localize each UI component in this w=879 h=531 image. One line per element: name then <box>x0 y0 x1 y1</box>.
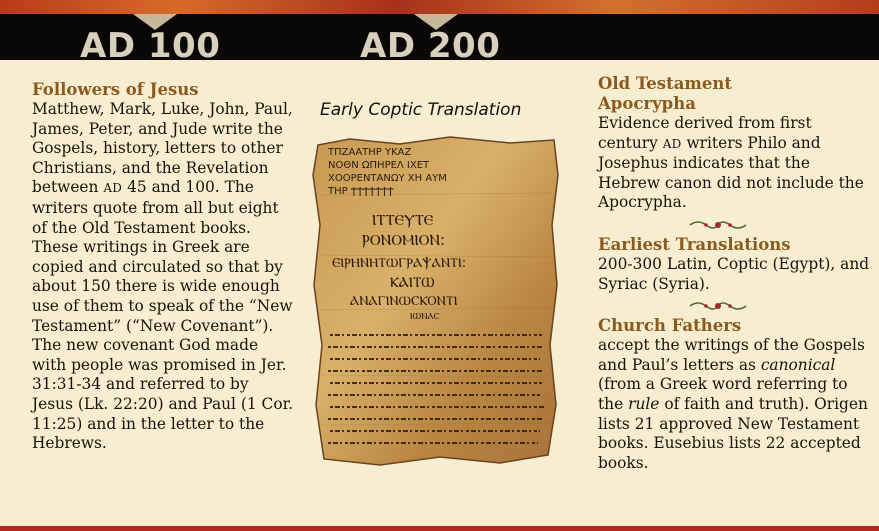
section-body-translations: 200-300 Latin, Coptic (Egypt), and Syriac (Syria). <box>598 254 870 293</box>
body-text-segment: (from a Greek word referring to the <box>598 375 848 413</box>
section-heading-church-fathers: Church Fathers <box>598 316 742 336</box>
emphasis-text: canonical <box>760 355 836 374</box>
manuscript-line: ΤΠΖΑΑΤΗΡ ΥΚΑΖ <box>328 147 412 158</box>
section-heading-apocrypha: Old Testament Apocrypha <box>598 74 732 113</box>
coptic-manuscript-image <box>310 135 562 467</box>
section-body-church-fathers <box>598 336 873 473</box>
emphasis-text: rule <box>628 394 660 413</box>
section-heading-followers: Followers of Jesus <box>32 80 199 99</box>
body-text-segment: accept the writings of the Gospels and Paul’s letters as <box>598 336 865 374</box>
era-abbreviation: AD <box>103 181 123 196</box>
floral-ornament-icon <box>688 300 748 312</box>
floral-ornament-icon <box>688 219 748 231</box>
era-abbreviation: AD <box>662 136 682 151</box>
manuscript-line: ⲒⲰⲚⲀⲤ <box>410 312 440 322</box>
manuscript-line: ⲔⲀⲒⲦⲰ <box>390 275 435 291</box>
manuscript-line: ΝΟΘΝ ΩΠΗΡΕΛ ΙΧΕΤ <box>328 160 430 171</box>
image-caption: Early Coptic Translation <box>320 100 522 120</box>
year-label-ad100: AD 100 <box>80 26 221 66</box>
section-body-apocrypha <box>598 114 873 213</box>
body-text-segment: of faith and truth). Origen lists 21 approved New Testament books. Eusebius lists 22 accepted books. <box>598 394 868 472</box>
body-text-segment: Matthew, Mark, Luke, John, Paul, James, Peter, and Jude write the Gospels, history, letters to other Christians, and the Revelation between <box>32 100 293 197</box>
decorative-top-strip <box>0 0 879 14</box>
timeline-bar <box>0 14 879 66</box>
manuscript-line: ⲈⲒⲢⲎⲚⲎⲦⲰⲄⲢⲀⲮⲀⲚⲦⲒ: <box>332 256 467 271</box>
manuscript-line: ⲀⲚⲀⲄⲒⲚⲰⲤⲔⲞⲚⲦⲒ <box>350 294 458 309</box>
manuscript-line: ⲒⲦⲦⲈⲨⲦⲈ <box>372 211 434 229</box>
body-text-segment: Evidence derived from first century <box>598 114 812 152</box>
left-column <box>32 80 294 454</box>
section-heading-translations: Earliest Translations <box>598 234 791 254</box>
body-text-segment: 45 and 100. The writers quote from all but eight of the Old Testament books. These writings in Greek are copied and circulated so that by about 150 there is wide enough use of them to speak of the “New Testament” (“New Covenant”). The new covenant God made with people was promised in Jer. 31:31-34 and referred to by Jesus (Lk. 22:20) and Paul (1 Cor. 11:25) and in the letter to the Hebrews. <box>32 178 294 453</box>
manuscript-line: ΧΟΟΡΕΝΤΑΝΩΥ ΧΗ ΑΥΜ <box>328 173 447 184</box>
section-body-followers <box>32 100 294 454</box>
year-label-ad200: AD 200 <box>360 26 501 66</box>
bottom-rule <box>0 526 879 531</box>
manuscript-line: ΤΗΡ ϮϮϮϮϮϮϮ <box>328 186 394 197</box>
manuscript-line: ⲢⲞⲚⲞⲘⲒⲞⲚ: <box>362 231 445 249</box>
body-text-segment: writers Philo and Josephus indicates that the Hebrew canon did not include the Apocrypha. <box>598 133 864 212</box>
right-column <box>598 74 873 473</box>
